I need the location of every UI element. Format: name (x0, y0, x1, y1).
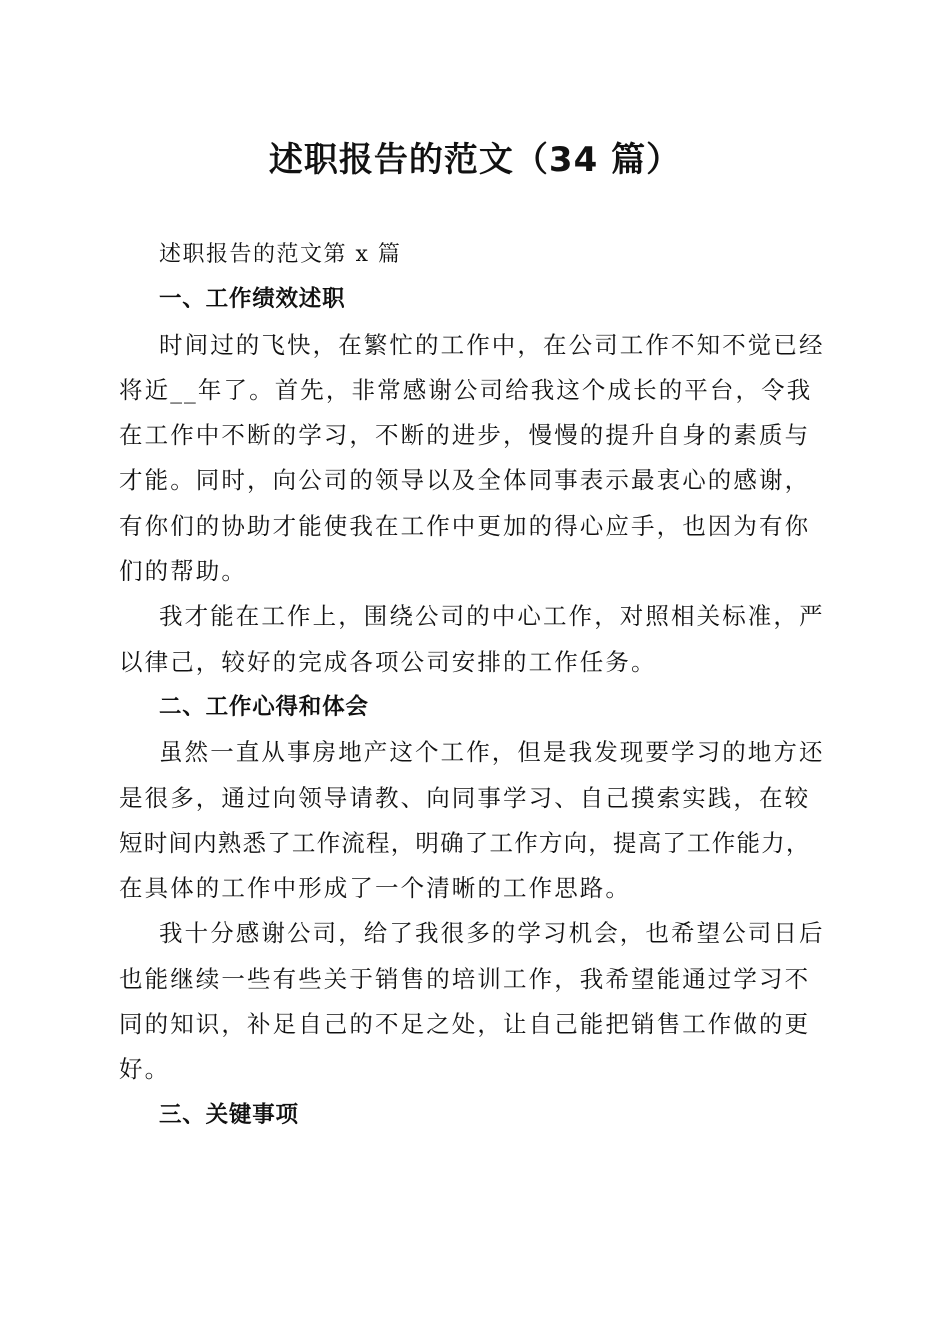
paragraph-line: 在工作中不断的学习，不断的进步，慢慢的提升自身的素质与 (119, 421, 811, 450)
paragraph (119, 323, 831, 595)
paragraph-line: 们的帮助。 (119, 557, 247, 586)
paragraph-line: 我才能在工作上，围绕公司的中心工作，对照相关标准，严 (159, 602, 825, 631)
paragraph (119, 594, 831, 685)
document-body (119, 232, 831, 1138)
paragraph (119, 730, 831, 911)
section-heading: 二、工作心得和体会 (159, 693, 369, 720)
subtitle: 述职报告的范文第 x 篇 (159, 242, 402, 267)
paragraph-line: 有你们的协助才能使我在工作中更加的得心应手，也因为有你 (119, 511, 811, 540)
document-title: 述职报告的范文（34 篇） (268, 140, 682, 180)
paragraph-line: 也能继续一些有些关于销售的培训工作，我希望能通过学习不 (119, 964, 811, 993)
paragraph-line: 是很多，通过向领导请教、向同事学习、自己摸索实践，在较 (119, 783, 811, 812)
paragraph-line: 同的知识，补足自己的不足之处，让自己能把销售工作做的更 (119, 1010, 811, 1039)
paragraph-line: 我十分感谢公司，给了我很多的学习机会，也希望公司日后 (159, 919, 825, 948)
paragraph-line: 才能。同时，向公司的领导以及全体同事表示最衷心的感谢， (119, 466, 811, 495)
paragraph-line: 好。 (119, 1055, 171, 1084)
paragraph (119, 911, 831, 1092)
paragraph-line: 短时间内熟悉了工作流程，明确了工作方向，提高了工作能力， (119, 828, 811, 857)
paragraph-line: 虽然一直从事房地产这个工作，但是我发现要学习的地方还 (159, 738, 825, 767)
paragraph-line: 以律己，较好的完成各项公司安排的工作任务。 (119, 647, 657, 676)
paragraph-line: 时间过的飞快，在繁忙的工作中，在公司工作不知不觉已经 (159, 330, 825, 359)
section-heading: 三、关键事项 (159, 1101, 299, 1128)
paragraph-line: 在具体的工作中形成了一个清晰的工作思路。 (119, 874, 631, 903)
paragraph-line: 将近__年了。首先，非常感谢公司给我这个成长的平台，令我 (119, 375, 813, 404)
section-heading: 一、工作绩效述职 (159, 286, 346, 313)
